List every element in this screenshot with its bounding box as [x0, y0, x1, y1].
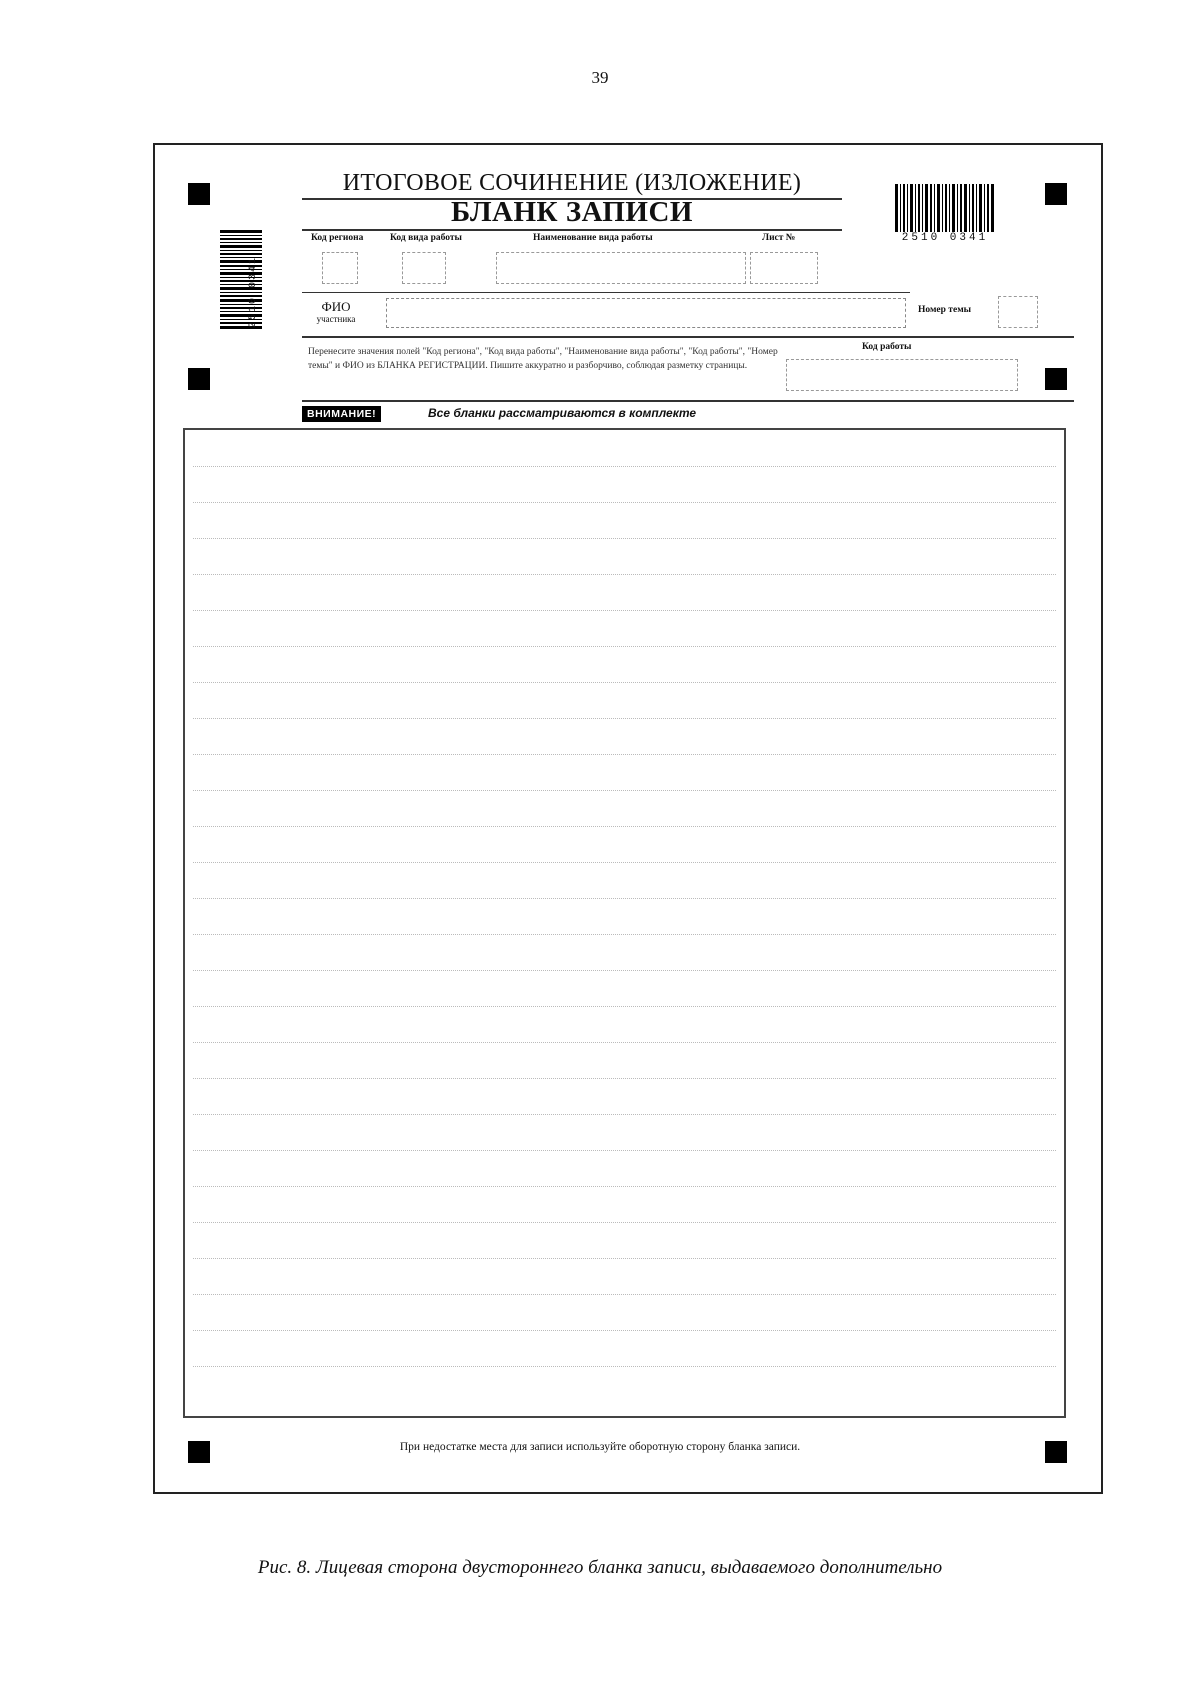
- theme-number-boxes[interactable]: [998, 296, 1038, 328]
- barcode-number-vertical: 2510 0341: [248, 255, 259, 328]
- writing-line: [193, 610, 1056, 611]
- corner-marker: [1045, 183, 1067, 205]
- writing-line: [193, 1150, 1056, 1151]
- corner-marker: [1045, 368, 1067, 390]
- writing-line: [193, 1114, 1056, 1115]
- writing-line: [193, 1222, 1056, 1223]
- vertical-barcode: [220, 228, 270, 334]
- sheet-number-label: Лист №: [762, 233, 796, 243]
- writing-line: [193, 682, 1056, 683]
- writing-line: [193, 1006, 1056, 1007]
- form-subtitle: БЛАНК ЗАПИСИ: [451, 196, 693, 228]
- writing-line: [193, 718, 1056, 719]
- sheet-number-boxes[interactable]: [750, 252, 818, 284]
- region-code-boxes[interactable]: [322, 252, 358, 284]
- writing-line: [193, 466, 1056, 467]
- title-rule: [302, 229, 842, 231]
- writing-line: [193, 1294, 1056, 1295]
- footer-note: При недостатке места для записи используйте оборотную сторону бланка записи.: [399, 1441, 801, 1453]
- work-type-name-label: Наименование вида работы: [533, 233, 653, 243]
- work-code-label: Код работы: [862, 342, 912, 352]
- figure-caption: Рис. 8. Лицевая сторона двустороннего бланка записи, выдаваемого дополнительно: [257, 1557, 943, 1578]
- writing-line: [193, 574, 1056, 575]
- fio-label: [308, 300, 364, 326]
- section-rule: [302, 336, 1074, 338]
- writing-line: [193, 1042, 1056, 1043]
- writing-line: [193, 790, 1056, 791]
- instructions: Перенесите значения полей "Код региона", "Код вида работы", "Наименование вида работы", "Код работы", "Номер темы" и ФИО из БЛАНКА РЕГИСТРАЦИИ. Пишите аккуратно и разборчиво, соблюдая разметку страницы.: [308, 347, 778, 371]
- attention-badge: ВНИМАНИЕ!: [302, 406, 381, 422]
- form-title: ИТОГОВОЕ СОЧИНЕНИЕ (ИЗЛОЖЕНИЕ): [342, 170, 802, 196]
- writing-line: [193, 1078, 1056, 1079]
- writing-line: [193, 646, 1056, 647]
- writing-area[interactable]: [183, 428, 1066, 1418]
- fio-label-text: ФИО: [321, 299, 351, 314]
- corner-marker: [188, 368, 210, 390]
- work-type-code-boxes[interactable]: [402, 252, 446, 284]
- writing-line: [193, 1186, 1056, 1187]
- writing-line: [193, 898, 1056, 899]
- writing-line: [193, 1330, 1056, 1331]
- writing-line: [193, 538, 1056, 539]
- writing-line: [193, 862, 1056, 863]
- writing-line: [193, 1366, 1056, 1367]
- page-number: 39: [591, 68, 609, 87]
- section-rule: [302, 400, 1074, 402]
- region-code-label: Код региона: [311, 233, 364, 243]
- writing-line: [193, 970, 1056, 971]
- barcode-number: 2510 0341: [895, 232, 995, 244]
- fio-rule: [302, 292, 910, 293]
- writing-line: [193, 754, 1056, 755]
- fio-field[interactable]: [386, 298, 906, 328]
- writing-line: [193, 502, 1056, 503]
- work-type-code-label: Код вида работы: [390, 233, 462, 243]
- theme-number-label: Номер темы: [918, 305, 972, 315]
- corner-marker: [188, 183, 210, 205]
- fio-sublabel: участника: [316, 314, 356, 324]
- work-code-boxes[interactable]: [786, 359, 1018, 391]
- barcode: [895, 184, 995, 248]
- work-type-name-boxes[interactable]: [496, 252, 746, 284]
- writing-line: [193, 826, 1056, 827]
- writing-line: [193, 1258, 1056, 1259]
- writing-line: [193, 934, 1056, 935]
- attention-text: Все бланки рассматриваются в комплекте: [428, 406, 697, 420]
